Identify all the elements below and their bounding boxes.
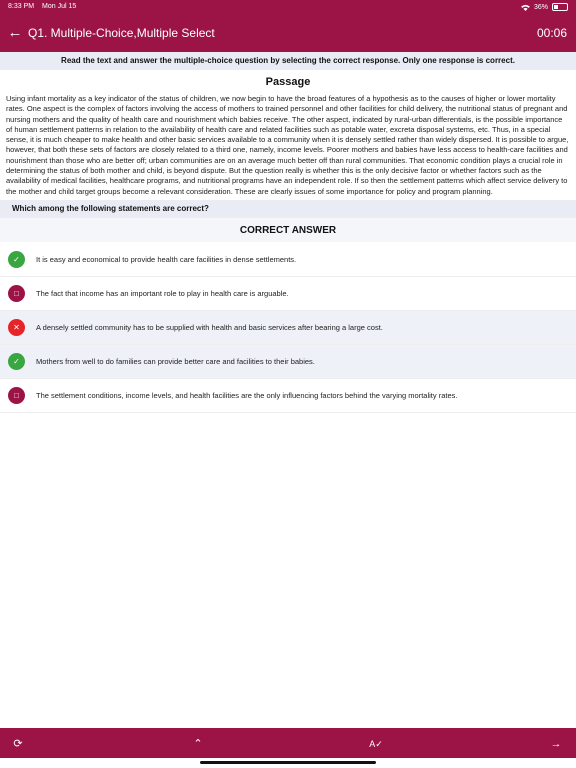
check-circle-icon: ✓ [8, 251, 25, 268]
passage-title: Passage [265, 76, 311, 88]
status-date: Mon Jul 15 [42, 3, 77, 10]
status-time: 8:33 PM [8, 3, 35, 10]
question-bar [0, 200, 576, 218]
back-arrow-icon[interactable]: ← [7, 24, 23, 41]
wrong-circle-icon: ✕ [8, 319, 25, 336]
battery-icon [552, 3, 568, 11]
option-text: It is easy and economical to provide health care facilities in dense settlements. [36, 255, 297, 264]
option-3[interactable] [0, 311, 576, 345]
question-text: Which among the following statements are correct? [12, 204, 209, 213]
spell-check-icon[interactable]: A✓ [369, 739, 383, 749]
option-text: A densely settled community has to be supplied with health and basic services after bearing a large cost. [36, 323, 383, 332]
option-text: The settlement conditions, income levels, and health facilities are the only influencing factors behind the varying mortality rates. [36, 391, 458, 400]
check-circle-icon: ✓ [8, 353, 25, 370]
instruction-text: Read the text and answer the multiple-choice question by selecting the correct response. Only one response is correct. [0, 52, 576, 70]
option-4[interactable] [0, 345, 576, 379]
unselected-circle-icon: □ [8, 285, 25, 302]
status-bar [0, 0, 576, 15]
option-text: Mothers from well to do families can provide better care and facilities to their babies. [36, 357, 315, 366]
question-title: Q1. Multiple-Choice,Multiple Select [28, 26, 215, 40]
options-list [0, 243, 576, 413]
chevron-up-icon[interactable]: ⌃ [193, 738, 203, 750]
next-arrow-icon[interactable]: → [550, 738, 562, 750]
option-1[interactable] [0, 243, 576, 277]
passage-text: Using infant mortality as a key indicator of the status of children, we now begin to have the broad features of a hypothesis as to the causes of higher or lower mortality rates. One aspect is the complex of factors involving the access of mothers to trained personnel and other facilities for child delivery, the nutritional status of pregnant and nursing mothers and the quality of health care and nourishment which babies receive. The other aspect, indicated by rural-urban differentials, is the possible importance of human settlement patterns in relation to the availability of health care and related facilities such as potable water, excreta disposal systems, etc. Thus, in a special sense, it is much cheaper to make health and other basic services available to a community when it is densely settled rather than widely dispersed. It is possible to argue, however, that both these sets of factors are closely related to a third one, namely, income levels. Poorer mothers and babies have less access to health-care facilities and nourishment than those who are better off; urban communities are on an average much better off than rural communities. That economic condition plays a crucial role in determining the status of both mother and child, is beyond dispute. But the question really is whether this is the only decisive factor or whether factors such as the availability of medical facilities, healthcare programs, and nutritional programs have an independent role. If so then the settlement patterns which affect service delivery to the mother and child target groups become a relevant consideration. These are clearly issues of some importance for policy and program planning. [6, 94, 569, 196]
correct-answer-header: CORRECT ANSWER [0, 218, 576, 242]
option-5[interactable] [0, 379, 576, 413]
app-header [0, 15, 576, 52]
home-indicator [200, 761, 376, 764]
unselected-circle-icon: □ [8, 387, 25, 404]
timer: 00:06 [536, 26, 567, 40]
bottom-toolbar [0, 728, 576, 758]
battery-percent: 36% [533, 3, 548, 11]
option-2[interactable] [0, 277, 576, 311]
retry-icon[interactable]: ⟳ [13, 738, 23, 750]
wifi-icon [521, 4, 530, 11]
option-text: The fact that income has an important role to play in health care is arguable. [36, 289, 289, 298]
